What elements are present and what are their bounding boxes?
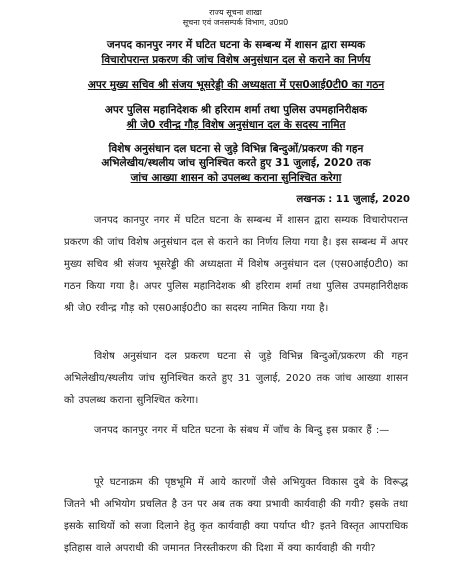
paragraph-4-text: पूरे घटनाक्रम की पृष्ठभूमि में आये कारणों जैसे अभियुक्त विकास दुबे के विरूद्ध जितने भी अभियोग प्रचलित है उन पर अब तक क्या प्रभावी कार्यवाही की गयी? इसके तथा इसके साथियों को सजा दिलाने हेतु कृत कार्यवाही क्या पर्याप्त थी? इतने विस्तृत आपराधिक इतिहास वाले अपराधी की जमानत निरस्तीकरण की दिशा में क्या कार्यवाही की गयी? [64, 477, 408, 554]
paragraph-3-text: जनपद कानपुर नगर में घटित घटना के संबध में जॉच के बिन्दु इस प्रकार हैं :— [94, 425, 390, 436]
headline-line-2-text: विचारोपरान्त प्रकरण की जांच विशेष अनुसंधान दल से कराने का निर्णय [101, 54, 371, 66]
paragraph-2 [64, 346, 408, 412]
headline-line-3 [64, 78, 408, 92]
header-line-1: राज्य सूचना शाखा [209, 8, 262, 17]
headline-line-5 [64, 118, 408, 132]
headline-line-8 [64, 171, 408, 185]
paragraph-2-text: विशेष अनुसंधान दल प्रकरण घटना से जुड़े विभिन्न बिन्दुओं/प्रकरण की गहन अभिलेखीय/स्थलीय जांच सुनिश्चित करते हुए 31 जुलाई, 2020 तक जांच आख्या शासन को उपलब्ध कराना सुनिश्चित करेगा। [64, 351, 408, 406]
headline-line-1: जनपद कानपुर नगर में घटित घटना के सम्बन्ध में शासन द्वारा सम्यक [106, 39, 366, 51]
headline-line-8-text: जांच आख्या शासन को उपलब्ध कराना सुनिश्चित करेगा [130, 172, 342, 184]
paragraph-1 [64, 210, 408, 320]
headline-line-5-text: श्री जे0 रवीन्द्र गौड़ विशेष अनुसंधान दल के सदस्य नामित [126, 119, 346, 131]
headline-line-7: अभिलेखीय/स्थलीय जांच सुनिश्चित करते हुए 31 जुलाई, 2020 तक [101, 157, 371, 169]
headline-line-2 [64, 53, 408, 67]
paragraph-1-text: जनपद कानपुर नगर में घटित घटना के सम्बन्ध में शासन द्वारा सम्यक विचारोपरान्त प्रकरण की जांच विशेष अनुसंधान दल से कराने का निर्णय लिया गया है। इस सम्बन्ध में अपर मुख्य सचिव श्री संजय भूसरेड्डी की अध्यक्षता में विशेष अनुसंधान दल (एस0आई0टी0) का गठन किया गया है। अपर पुलिस महानिदेशक श्री हरिराम शर्मा तथा पुलिस उपमहानिरीक्षक श्री जे0 रवीन्द्र गौड़ को एस0आई0टी0 का सदस्य नामित किया गया है। [64, 215, 408, 314]
paragraph-4 [64, 472, 408, 560]
header-line-2: सूचना एवं जनसम्पर्क विभाग, उ0प्र0 [182, 18, 289, 27]
dateline: लखनऊ : 11 जुलाई, 2020 [296, 194, 410, 205]
paragraph-3 [64, 420, 408, 442]
headline-line-4: अपर पुलिस महानिदेशक श्री हरिराम शर्मा तथा पुलिस उपमहानिरीक्षक [104, 104, 368, 116]
headline-line-3-text: अपर मुख्य सचिव श्री संजय भूसरेड्डी की अध्यक्षता में एस0आई0टी0 का गठन [87, 79, 385, 91]
headline-line-6: विशेष अनुसंधान दल घटना से जुड़े विभिन्न बिन्दुओं/प्रकरण की गहन [108, 143, 364, 155]
